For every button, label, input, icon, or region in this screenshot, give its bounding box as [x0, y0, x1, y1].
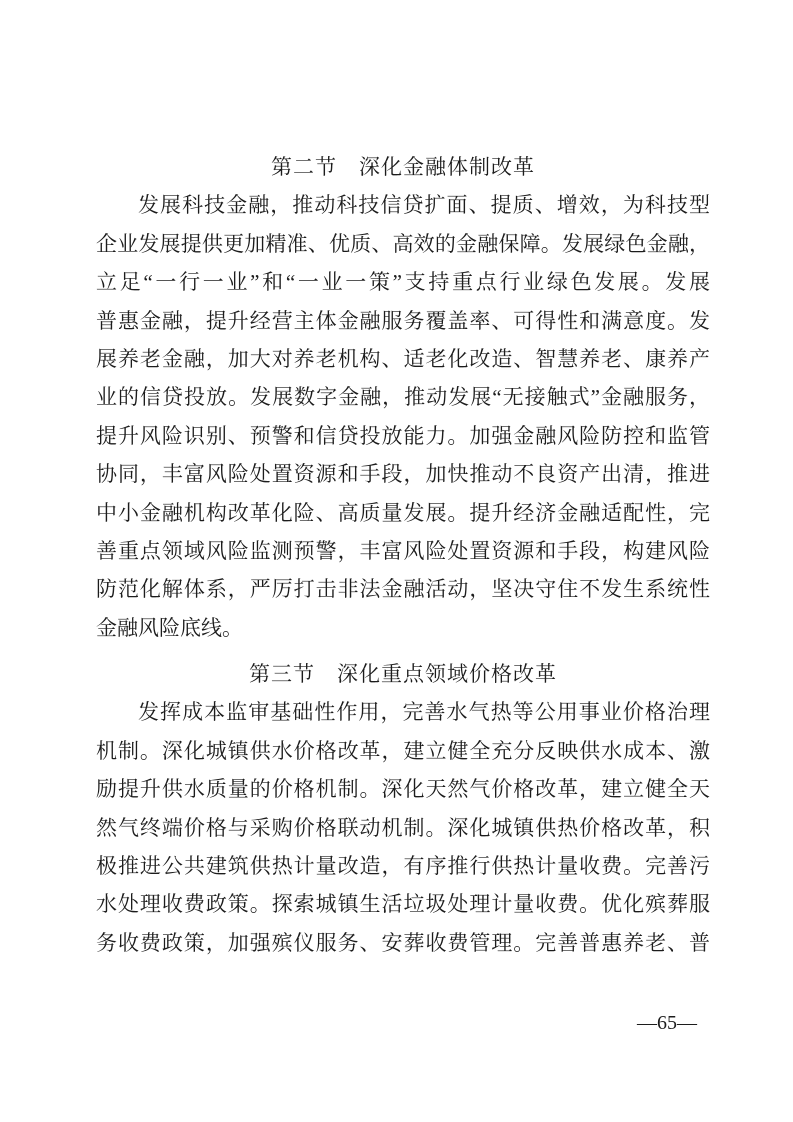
body-text-line: 防范化解体系，严厉打击非法金融活动，坚决守住不发生系统性	[96, 577, 710, 602]
body-text-line: 发挥成本监审基础性作用，完善水气热等公用事业价格治理	[138, 700, 710, 725]
body-text-line: 提升风险识别、预警和信贷投放能力。加强金融风险防控和监管	[96, 423, 710, 448]
body-text-line: 金融风险底线。	[96, 615, 243, 640]
body-text-line: 励提升供水质量的价格机制。深化天然气价格改革，建立健全天	[96, 777, 710, 802]
section-heading-3: 第三节 深化重点领域价格改革	[249, 662, 557, 687]
body-text-line: 务收费政策，加强殡仪服务、安葬收费管理。完善普惠养老、普	[96, 930, 710, 955]
body-text-line: 展养老金融，加大对养老机构、适老化改造、智慧养老、康养产	[96, 346, 710, 371]
body-text-line: 中小金融机构改革化险、高质量发展。提升经济金融适配性，完	[96, 500, 710, 525]
section-heading-2: 第二节 深化金融体制改革	[271, 155, 535, 179]
body-text-line: 水处理收费政策。探索城镇生活垃圾处理计量收费。优化殡葬服	[96, 892, 710, 917]
body-text-line: 业的信贷投放。发展数字金融，推动发展“无接触式”金融服务，	[96, 385, 710, 410]
body-text-line: 普惠金融，提升经营主体金融服务覆盖率、可得性和满意度。发	[96, 308, 710, 333]
body-text-line: 企业发展提供更加精准、优质、高效的金融保障。发展绿色金融，	[96, 231, 710, 256]
body-text-line: 立足“一行一业”和“一业一策”支持重点行业绿色发展。发展	[96, 270, 710, 295]
page-number: —65—	[637, 1012, 697, 1034]
body-text-line: 极推进公共建筑供热计量改造，有序推行供热计量收费。完善污	[96, 854, 710, 879]
document-text-block	[96, 148, 710, 962]
body-text-line: 协同，丰富风险处置资源和手段，加快推动不良资产出清，推进	[96, 462, 710, 487]
body-text-line: 善重点领域风险监测预警，丰富风险处置资源和手段，构建风险	[96, 538, 710, 563]
body-text-line: 然气终端价格与采购价格联动机制。深化城镇供热价格改革，积	[96, 815, 710, 840]
body-text-line: 机制。深化城镇供水价格改革，建立健全充分反映供水成本、激	[96, 738, 710, 763]
body-text-line: 发展科技金融，推动科技信贷扩面、提质、增效，为科技型	[138, 193, 710, 218]
